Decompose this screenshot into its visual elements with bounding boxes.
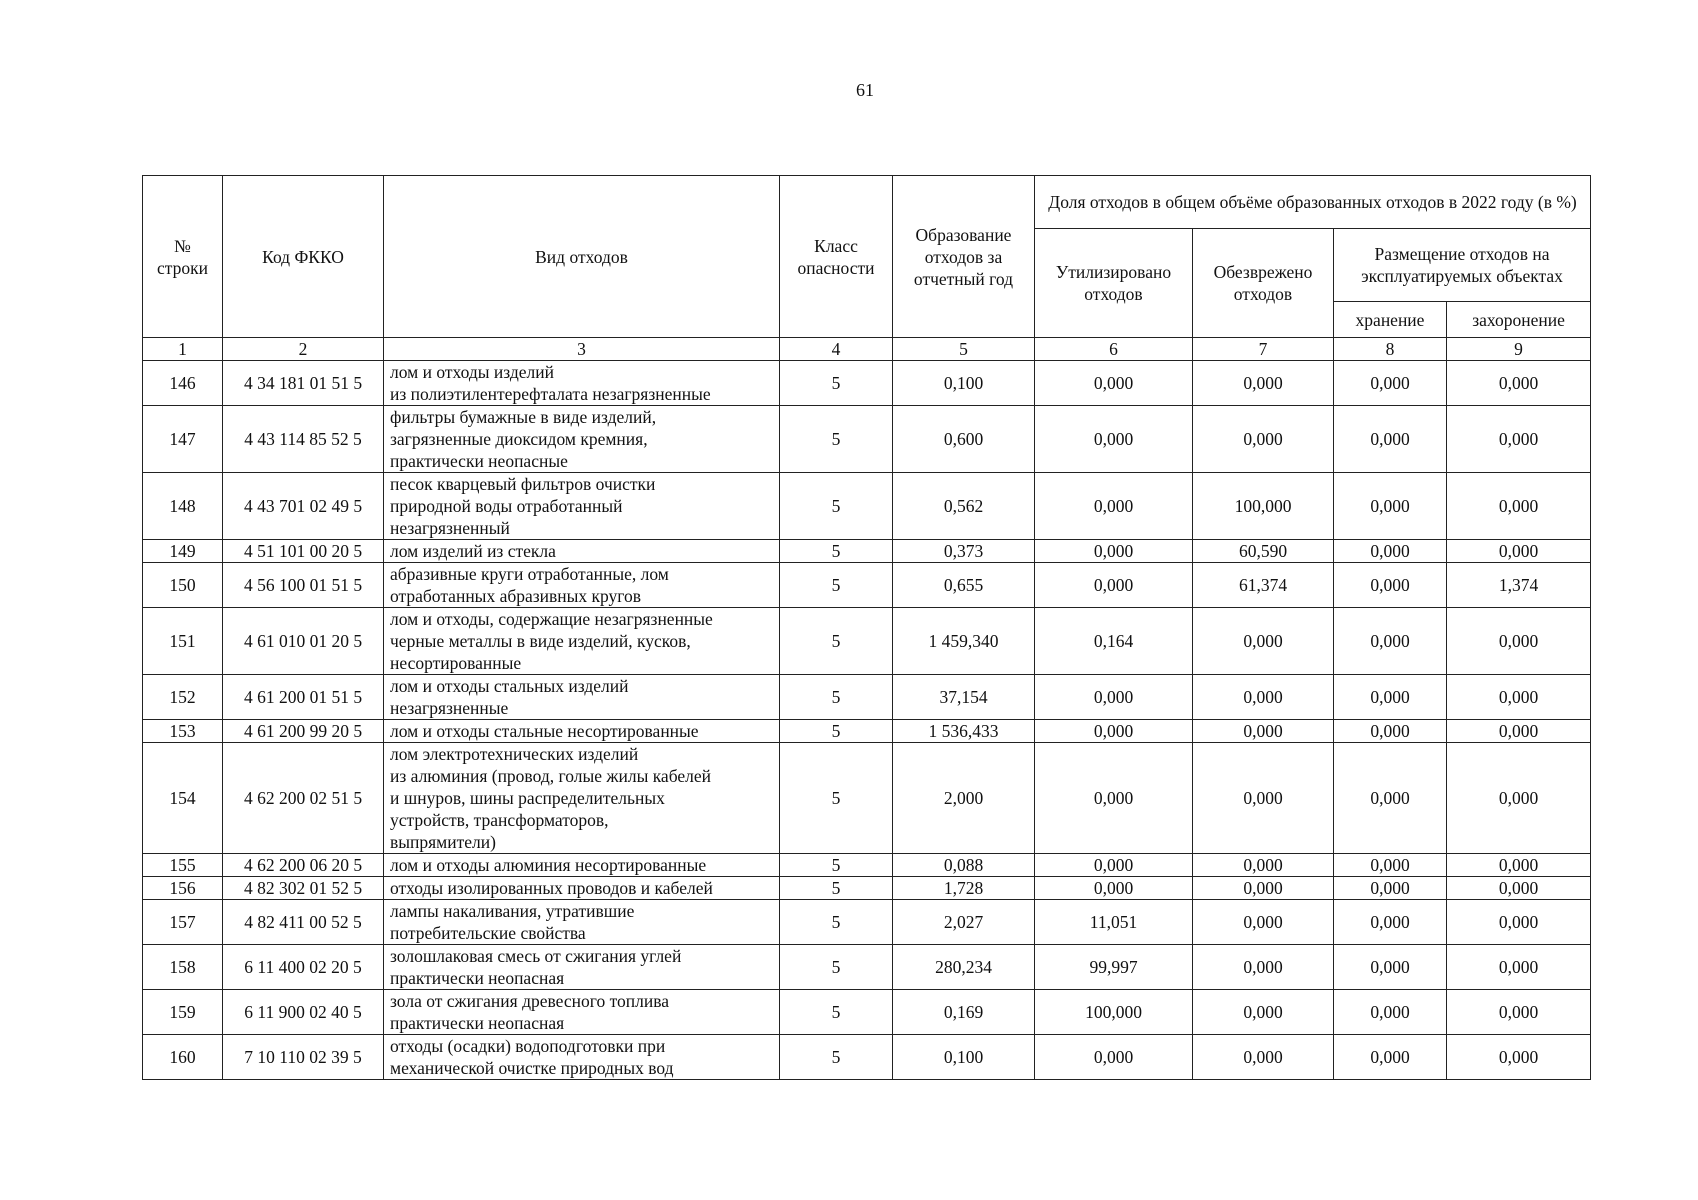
neutralized-cell: 0,000	[1193, 945, 1334, 990]
burial-cell: 0,000	[1447, 406, 1591, 473]
page-number: 61	[856, 80, 874, 100]
utilized-cell: 0,000	[1035, 1035, 1193, 1080]
fkko-code-cell: 4 43 701 02 49 5	[223, 473, 384, 540]
table-row	[143, 675, 1591, 720]
column-number: 1	[143, 338, 223, 361]
utilized-cell: 11,051	[1035, 900, 1193, 945]
storage-cell: 0,000	[1334, 990, 1447, 1035]
generated-cell: 0,373	[893, 540, 1035, 563]
fkko-code-cell: 4 34 181 01 51 5	[223, 361, 384, 406]
utilized-cell: 0,000	[1035, 675, 1193, 720]
generated-cell: 0,655	[893, 563, 1035, 608]
utilized-cell: 0,000	[1035, 406, 1193, 473]
row-number-cell: 146	[143, 361, 223, 406]
table-row	[143, 743, 1591, 854]
header-storage: хранение	[1334, 302, 1447, 338]
column-number: 2	[223, 338, 384, 361]
generated-cell: 0,100	[893, 1035, 1035, 1080]
burial-cell: 0,000	[1447, 361, 1591, 406]
waste-type-cell: лом изделий из стекла	[384, 540, 780, 563]
hazard-class-cell: 5	[780, 406, 893, 473]
waste-type-cell: золошлаковая смесь от сжигания углей практически неопасная	[384, 945, 780, 990]
fkko-code-cell: 6 11 400 02 20 5	[223, 945, 384, 990]
generated-cell: 1,728	[893, 877, 1035, 900]
fkko-code-cell: 4 56 100 01 51 5	[223, 563, 384, 608]
utilized-cell: 0,000	[1035, 720, 1193, 743]
header-row-no: № строки	[143, 176, 223, 338]
generated-cell: 2,027	[893, 900, 1035, 945]
table-row	[143, 720, 1591, 743]
burial-cell: 1,374	[1447, 563, 1591, 608]
row-number-cell: 158	[143, 945, 223, 990]
row-number-cell: 148	[143, 473, 223, 540]
waste-type-cell: абразивные круги отработанные, лом отработанных абразивных кругов	[384, 563, 780, 608]
table-row	[143, 877, 1591, 900]
storage-cell: 0,000	[1334, 743, 1447, 854]
table-body	[143, 338, 1591, 1080]
generated-cell: 0,600	[893, 406, 1035, 473]
waste-type-cell: отходы (осадки) водоподготовки при механической очистке природных вод	[384, 1035, 780, 1080]
hazard-class-cell: 5	[780, 854, 893, 877]
utilized-cell: 0,000	[1035, 854, 1193, 877]
header-code: Код ФККО	[223, 176, 384, 338]
hazard-class-cell: 5	[780, 361, 893, 406]
hazard-class-cell: 5	[780, 473, 893, 540]
row-number-cell: 159	[143, 990, 223, 1035]
row-number-cell: 149	[143, 540, 223, 563]
waste-type-cell: зола от сжигания древесного топлива практически неопасная	[384, 990, 780, 1035]
column-number: 8	[1334, 338, 1447, 361]
waste-type-cell: лом и отходы стальные несортированные	[384, 720, 780, 743]
table-row	[143, 540, 1591, 563]
header-waste-type: Вид отходов	[384, 176, 780, 338]
hazard-class-cell: 5	[780, 877, 893, 900]
header-utilized: Утилизировано отходов	[1035, 229, 1193, 338]
storage-cell: 0,000	[1334, 563, 1447, 608]
storage-cell: 0,000	[1334, 473, 1447, 540]
neutralized-cell: 61,374	[1193, 563, 1334, 608]
neutralized-cell: 0,000	[1193, 743, 1334, 854]
utilized-cell: 0,000	[1035, 473, 1193, 540]
row-number-cell: 157	[143, 900, 223, 945]
neutralized-cell: 100,000	[1193, 473, 1334, 540]
storage-cell: 0,000	[1334, 608, 1447, 675]
utilized-cell: 0,000	[1035, 540, 1193, 563]
hazard-class-cell: 5	[780, 720, 893, 743]
neutralized-cell: 0,000	[1193, 877, 1334, 900]
neutralized-cell: 0,000	[1193, 675, 1334, 720]
hazard-class-cell: 5	[780, 743, 893, 854]
hazard-class-cell: 5	[780, 608, 893, 675]
burial-cell: 0,000	[1447, 990, 1591, 1035]
waste-type-cell: отходы изолированных проводов и кабелей	[384, 877, 780, 900]
fkko-code-cell: 4 82 411 00 52 5	[223, 900, 384, 945]
storage-cell: 0,000	[1334, 877, 1447, 900]
waste-type-cell: лом и отходы, содержащие незагрязненные черные металлы в виде изделий, кусков, несортированные	[384, 608, 780, 675]
fkko-code-cell: 4 62 200 06 20 5	[223, 854, 384, 877]
waste-type-cell: лом электротехнических изделий из алюминия (провод, голые жилы кабелей и шнуров, шины распределительных устройств, трансформаторов, выпрямители)	[384, 743, 780, 854]
burial-cell: 0,000	[1447, 900, 1591, 945]
burial-cell: 0,000	[1447, 675, 1591, 720]
fkko-code-cell: 6 11 900 02 40 5	[223, 990, 384, 1035]
neutralized-cell: 0,000	[1193, 361, 1334, 406]
generated-cell: 2,000	[893, 743, 1035, 854]
neutralized-cell: 0,000	[1193, 854, 1334, 877]
utilized-cell: 0,000	[1035, 877, 1193, 900]
header-neutralized: Обезврежено отходов	[1193, 229, 1334, 338]
burial-cell: 0,000	[1447, 1035, 1591, 1080]
table-row	[143, 406, 1591, 473]
storage-cell: 0,000	[1334, 361, 1447, 406]
burial-cell: 0,000	[1447, 473, 1591, 540]
hazard-class-cell: 5	[780, 675, 893, 720]
row-number-cell: 160	[143, 1035, 223, 1080]
utilized-cell: 100,000	[1035, 990, 1193, 1035]
table-row	[143, 361, 1591, 406]
waste-type-cell: лампы накаливания, утратившие потребительские свойства	[384, 900, 780, 945]
fkko-code-cell: 4 61 010 01 20 5	[223, 608, 384, 675]
column-number: 5	[893, 338, 1035, 361]
row-number-cell: 154	[143, 743, 223, 854]
waste-table	[142, 175, 1591, 1080]
fkko-code-cell: 4 43 114 85 52 5	[223, 406, 384, 473]
row-number-cell: 147	[143, 406, 223, 473]
neutralized-cell: 0,000	[1193, 1035, 1334, 1080]
utilized-cell: 0,000	[1035, 743, 1193, 854]
fkko-code-cell: 4 61 200 99 20 5	[223, 720, 384, 743]
utilized-cell: 0,164	[1035, 608, 1193, 675]
table-row	[143, 854, 1591, 877]
generated-cell: 0,088	[893, 854, 1035, 877]
generated-cell: 0,169	[893, 990, 1035, 1035]
hazard-class-cell: 5	[780, 563, 893, 608]
column-number: 4	[780, 338, 893, 361]
burial-cell: 0,000	[1447, 743, 1591, 854]
generated-cell: 1 536,433	[893, 720, 1035, 743]
burial-cell: 0,000	[1447, 720, 1591, 743]
fkko-code-cell: 4 82 302 01 52 5	[223, 877, 384, 900]
row-number-cell: 151	[143, 608, 223, 675]
table-row	[143, 563, 1591, 608]
row-number-cell: 152	[143, 675, 223, 720]
waste-type-cell: лом и отходы стальных изделий незагрязненные	[384, 675, 780, 720]
utilized-cell: 99,997	[1035, 945, 1193, 990]
utilized-cell: 0,000	[1035, 563, 1193, 608]
column-number: 3	[384, 338, 780, 361]
table-row	[143, 900, 1591, 945]
fkko-code-cell: 4 62 200 02 51 5	[223, 743, 384, 854]
header-share-group: Доля отходов в общем объёме образованных отходов в 2022 году (в %)	[1035, 176, 1591, 229]
neutralized-cell: 60,590	[1193, 540, 1334, 563]
generated-cell: 0,562	[893, 473, 1035, 540]
generated-cell: 37,154	[893, 675, 1035, 720]
storage-cell: 0,000	[1334, 675, 1447, 720]
column-number: 6	[1035, 338, 1193, 361]
storage-cell: 0,000	[1334, 406, 1447, 473]
table-row	[143, 1035, 1591, 1080]
column-number: 9	[1447, 338, 1591, 361]
storage-cell: 0,000	[1334, 854, 1447, 877]
header-generated: Образование отходов за отчетный год	[893, 176, 1035, 338]
header-burial: захоронение	[1447, 302, 1591, 338]
hazard-class-cell: 5	[780, 1035, 893, 1080]
fkko-code-cell: 4 61 200 01 51 5	[223, 675, 384, 720]
neutralized-cell: 0,000	[1193, 406, 1334, 473]
burial-cell: 0,000	[1447, 540, 1591, 563]
hazard-class-cell: 5	[780, 540, 893, 563]
fkko-code-cell: 7 10 110 02 39 5	[223, 1035, 384, 1080]
burial-cell: 0,000	[1447, 608, 1591, 675]
waste-type-cell: фильтры бумажные в виде изделий, загрязненные диоксидом кремния, практически неопасные	[384, 406, 780, 473]
generated-cell: 0,100	[893, 361, 1035, 406]
storage-cell: 0,000	[1334, 900, 1447, 945]
utilized-cell: 0,000	[1035, 361, 1193, 406]
hazard-class-cell: 5	[780, 900, 893, 945]
hazard-class-cell: 5	[780, 945, 893, 990]
neutralized-cell: 0,000	[1193, 608, 1334, 675]
storage-cell: 0,000	[1334, 720, 1447, 743]
header-hazard-class: Класс опасности	[780, 176, 893, 338]
row-number-cell: 156	[143, 877, 223, 900]
header-placement-group: Размещение отходов на эксплуатируемых объектах	[1334, 229, 1591, 302]
storage-cell: 0,000	[1334, 1035, 1447, 1080]
hazard-class-cell: 5	[780, 990, 893, 1035]
neutralized-cell: 0,000	[1193, 720, 1334, 743]
burial-cell: 0,000	[1447, 877, 1591, 900]
neutralized-cell: 0,000	[1193, 990, 1334, 1035]
row-number-cell: 155	[143, 854, 223, 877]
waste-type-cell: лом и отходы изделий из полиэтилентерефталата незагрязненные	[384, 361, 780, 406]
waste-type-cell: песок кварцевый фильтров очистки природной воды отработанный незагрязненный	[384, 473, 780, 540]
table-row	[143, 990, 1591, 1035]
storage-cell: 0,000	[1334, 945, 1447, 990]
waste-type-cell: лом и отходы алюминия несортированные	[384, 854, 780, 877]
column-number-row	[143, 338, 1591, 361]
generated-cell: 1 459,340	[893, 608, 1035, 675]
table-row	[143, 945, 1591, 990]
table-row	[143, 473, 1591, 540]
generated-cell: 280,234	[893, 945, 1035, 990]
row-number-cell: 150	[143, 563, 223, 608]
storage-cell: 0,000	[1334, 540, 1447, 563]
burial-cell: 0,000	[1447, 854, 1591, 877]
column-number: 7	[1193, 338, 1334, 361]
burial-cell: 0,000	[1447, 945, 1591, 990]
fkko-code-cell: 4 51 101 00 20 5	[223, 540, 384, 563]
row-number-cell: 153	[143, 720, 223, 743]
neutralized-cell: 0,000	[1193, 900, 1334, 945]
table-row	[143, 608, 1591, 675]
